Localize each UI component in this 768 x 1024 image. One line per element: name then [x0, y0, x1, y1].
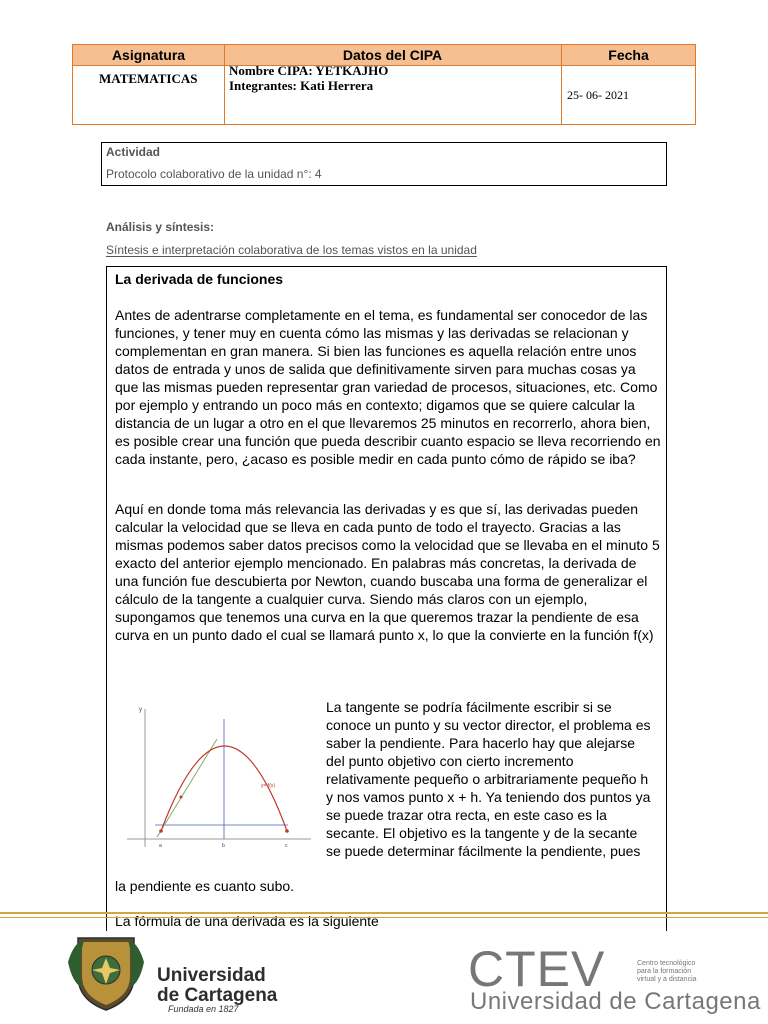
y-axis-label: y	[139, 707, 142, 713]
activity-box	[101, 142, 667, 186]
university-shield-icon	[64, 932, 148, 1014]
university-name-line1: Universidad	[157, 965, 266, 986]
header-subject: Asignatura	[111, 47, 186, 63]
curve-point	[159, 829, 163, 833]
header-table	[72, 44, 696, 125]
tangent-line	[157, 739, 217, 837]
footer-rule	[0, 917, 768, 918]
curve-label: y= f(x)	[261, 783, 276, 789]
ctev-logo	[468, 944, 628, 990]
ctev-university: Universidad de Cartagena	[470, 988, 761, 1015]
ctev-tagline-line: virtual y a distancia	[637, 976, 697, 983]
curve-point	[285, 829, 289, 833]
ctev-logo-text: CTEV	[468, 944, 606, 990]
paragraph-1: Antes de adentrarse completamente en el tema, es fundamental ser conocedor de las funciones, y tener muy en cuenta cómo las mismas y las derivadas se relacionan y complementan en gran manera. Si bien las funciones es aquella relación entre unos datos de entrada y unos de salida que definitivamente sirven para muchas cosas ya que las mismas pueden representar gran variedad de procesos, situaciones, etc. Como por ejemplo y entrando un poco más en contexto; digamos que se quiere calcular la distancia de un lugar a otro en el que llevaremos 25 minutos en recorrerlo, ahora bien, es posible crear una función que pueda describir cuanto espacio se lleva recorriendo en cada instante, pero, ¿acaso es posible medir en cada punto cómo de rápido se iba?	[115, 307, 661, 467]
ctev-tagline-line: Centro tecnológico	[637, 960, 696, 967]
x-tick-b: b	[222, 843, 225, 849]
x-tick-a: a	[159, 843, 162, 849]
paragraph-4: La fórmula de una derivada es la siguiente	[115, 913, 379, 929]
content-title: La derivada de funciones	[115, 271, 284, 287]
cipa-name: Nombre CIPA: YETKAJHO	[229, 63, 389, 78]
x-tick-c: c	[285, 843, 288, 849]
cipa-info	[229, 63, 388, 93]
header-cipa-data: Datos del CIPA	[342, 47, 443, 63]
university-name-line2: de Cartagena	[157, 985, 278, 1006]
paragraph-2: Aquí en donde toma más relevancia las derivadas y es que sí, las derivadas pueden calcular la velocidad que se lleva en cada punto de todo el trayecto. Gracias a las mismas podemos saber datos precisos como la velocidad que se llevaba en el minuto 5 exacto del anterior ejemplo mencionado. En palabras más concretas, la derivada de una función fue descubierta por Newton, cuando buscaba una forma de generalizar el cálculo de la tangente a cualquier curva. Siendo más claros con un ejemplo, supongamos que tenemos una curva en la que queremos trazar la pendiente de esa curva en un punto dado el cual se llamará punto x, lo que la convierte en la función f(x)	[115, 501, 660, 643]
activity-value: Protocolo colaborativo de la unidad n°: 4	[106, 167, 322, 181]
date-value: 25- 06- 2021	[567, 88, 629, 102]
footer-rule	[0, 912, 768, 914]
subject-value: MATEMATICAS	[99, 71, 198, 86]
derivative-graph	[115, 699, 315, 859]
header-date: Fecha	[608, 47, 649, 63]
ctev-tagline	[637, 960, 697, 984]
content-box	[106, 266, 667, 931]
analysis-label: Análisis y síntesis:	[106, 220, 215, 234]
university-founded: Fundada en 1827	[168, 1004, 239, 1014]
curve-point	[180, 796, 183, 799]
paragraph-3: La tangente se podría fácilmente escribir si se conoce un punto y su vector director, el problema es saber la pendiente. Para hacerlo hay que alejarse del punto objetivo con cierto incremento relativamente pequeño o arbitrariamente pequeño h y nos vamos punto x + h. Ya teniendo dos puntos ya se puede trazar otra recta, en este caso es la secante. El objetivo es la tangente y de la secante se puede determinar fácilmente la pendiente, pues	[326, 699, 651, 859]
ctev-tagline-line: para la formación	[637, 968, 692, 975]
analysis-subtitle: Síntesis e interpretación colaborativa de los temas vistos en la unidad	[106, 243, 477, 257]
paragraph-3-tail: la pendiente es cuanto subo.	[115, 878, 295, 894]
activity-label: Actividad	[106, 145, 161, 159]
cipa-members: Integrantes: Kati Herrera	[229, 78, 374, 93]
